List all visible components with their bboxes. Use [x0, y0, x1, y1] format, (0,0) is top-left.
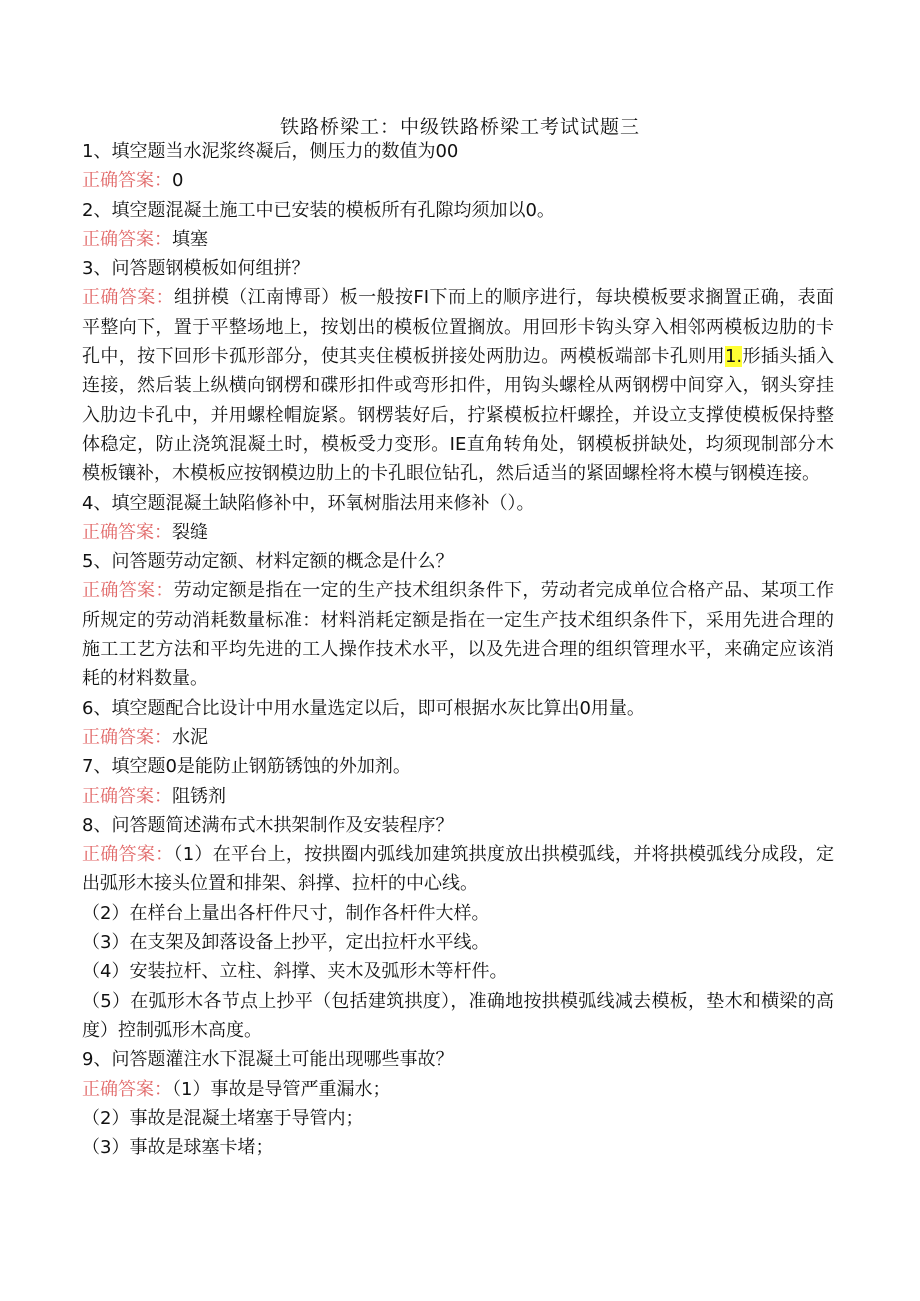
question-9: 9、问答题灌注水下混凝土可能出现哪些事故？ — [82, 1049, 454, 1071]
answer-8-step-4: （4）安装拉杆、立柱、斜撑、夹木及弧形木等杆件。 — [82, 961, 508, 983]
answer-1 — [82, 166, 834, 195]
answer-text: （1）事故是导管严重漏水； — [172, 1078, 391, 1100]
answer-label: 正确答案： — [82, 521, 172, 543]
answer-8-step-2: （2）在样台上量出各杆件尺寸，制作各杆件大样。 — [82, 902, 490, 924]
question-7: 7、填空题0是能防止钢筋锈蚀的外加剂。 — [82, 756, 411, 778]
answer-7 — [82, 782, 834, 811]
answer-text: 裂缝 — [172, 521, 208, 543]
answer-label: 正确答案： — [82, 1078, 172, 1100]
answer-text: 阻锈剂 — [172, 785, 226, 807]
answer-3 — [82, 283, 834, 488]
answer-label: 正确答案： — [82, 785, 172, 807]
answer-text: 填塞 — [172, 228, 208, 250]
question-2: 2、填空题混凝土施工中已安装的模板所有孔隙均须加以0。 — [82, 199, 555, 221]
answer-8 — [82, 840, 834, 899]
answer-label: 正确答案： — [82, 228, 172, 250]
question-1: 1、填空题当水泥浆终凝后，侧压力的数值为00 — [82, 141, 459, 162]
answer-label: 正确答案： — [82, 726, 172, 748]
question-list — [82, 137, 834, 1162]
answer-label: 正确答案： — [82, 844, 174, 866]
answer-6 — [82, 723, 834, 752]
answer-4 — [82, 518, 834, 547]
answer-5 — [82, 576, 834, 693]
answer-label: 正确答案： — [82, 170, 172, 192]
question-5: 5、问答题劳动定额、材料定额的概念是什么？ — [82, 551, 454, 573]
answer-8-step-3: （3）在支架及卸落设备上抄平，定出拉杆水平线。 — [82, 932, 490, 954]
highlighted-text: 1. — [724, 346, 743, 368]
answer-label: 正确答案： — [82, 287, 175, 309]
answer-9 — [82, 1075, 834, 1104]
answer-9-item-2: （2）事故是混凝土堵塞于导管内； — [82, 1107, 364, 1129]
answer-text: 0 — [172, 170, 184, 192]
answer-2 — [82, 225, 834, 254]
question-8: 8、问答题简述满布式木拱架制作及安装程序？ — [82, 814, 454, 836]
answer-text: 劳动定额是指在一定的生产技术组织条件下，劳动者完成单位合格产品、某项工作所规定的劳动消耗数量标准：材料消耗定额是指在一定生产技术组织条件下，采用先进合理的施工工艺方法和平均先进的工人操作技术水平，以及先进合理的组织管理水平，来确定应该消耗的材料数量。 — [82, 580, 834, 690]
question-6: 6、填空题配合比设计中用水量选定以后，即可根据水灰比算出0用量。 — [82, 697, 645, 719]
question-3: 3、问答题钢模板如何组拼？ — [82, 258, 310, 280]
answer-9-item-3: （3）事故是球塞卡堵； — [82, 1137, 274, 1159]
question-4: 4、填空题混凝土缺陷修补中，环氧树脂法用来修补（）。 — [82, 492, 535, 514]
answer-text-cont: 形插头插入连接，然后装上纵横向钢楞和碟形扣件或弯形扣件，用钩头螺栓从两钢楞中间穿入，钢头穿挂入肋边卡孔中，并用螺栓帽旋紧。钢楞装好后，拧紧模板拉杆螺拴，并设立支撑使模板保持整体稳定，防止浇筑混凝土时，模板受力变形。IE直角转角处，钢模板拼缺处，均须现制部分木模板镶补，木模板应按钢模边肋上的卡孔眼位钻孔，然后适当的紧固螺栓将木模与钢模连接。 — [82, 346, 835, 485]
answer-text: 水泥 — [172, 726, 208, 748]
answer-label: 正确答案： — [82, 580, 174, 602]
page-title: 铁路桥梁工：中级铁路桥梁工考试试题三 — [279, 116, 640, 138]
answer-8-step-5: （5）在弧形木各节点上抄平（包括建筑拱度），准确地按拱模弧线减去模板，垫木和横梁的高度）控制弧形木高度。 — [82, 990, 834, 1041]
answer-text: （1）在平台上，按拱圈内弧线加建筑拱度放出拱模弧线，并将拱模弧线分成段，定出弧形木接头位置和排架、斜撑、拉杆的中心线。 — [82, 844, 835, 895]
answer-text: 组拼模（江南博哥）板一般按FI下而上的顺序进行，每块模板要求搁置正确，表面平整向下，置于平整场地上，按划出的模板位置搁放。用回形卡钩头穿入相邻两模板边肋的卡孔中，按下回形卡孤形部分，使其夹住模板拼接处两肋边。两模板端部卡孔则用 — [82, 287, 834, 368]
